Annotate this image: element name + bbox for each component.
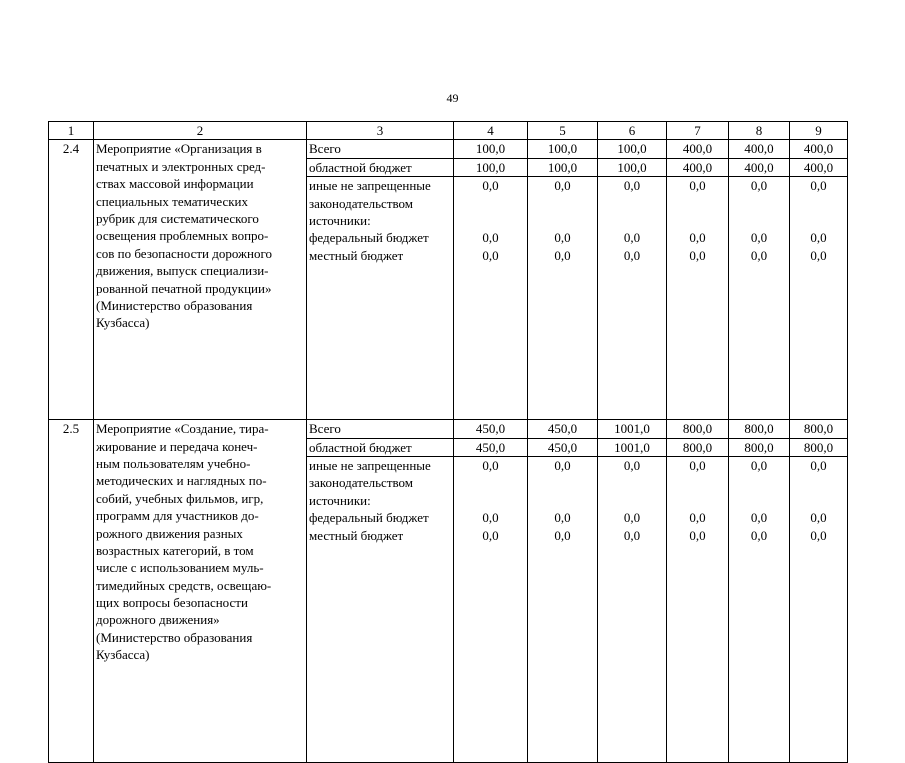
- other-values-cell: [528, 177, 598, 264]
- measure-title-line: Кузбасса): [96, 315, 150, 331]
- source-other-block: [307, 456, 454, 543]
- other-value: 0,0: [810, 457, 827, 473]
- measure-title-line: специальных тематических: [96, 193, 248, 209]
- measure-title-line: движения, выпуск специализи-: [96, 263, 269, 279]
- source-other-line: законодательством: [309, 195, 414, 211]
- measure-title-line: тимедийных средств, освещаю-: [96, 577, 272, 593]
- source-federal-label: федеральный бюджет: [309, 510, 429, 526]
- other-value: 0,0: [750, 178, 768, 194]
- blank-line: [792, 492, 845, 509]
- other-value: 0,0: [482, 457, 499, 473]
- local-value: 0,0: [623, 247, 641, 263]
- federal-value: 0,0: [554, 510, 571, 526]
- other-values-cell: [454, 177, 528, 264]
- measure-title-line: возрастных категорий, в том: [96, 542, 254, 558]
- filler-cell: [454, 544, 528, 763]
- source-other-line: источники:: [309, 492, 371, 508]
- regional-value: 800,0: [667, 438, 729, 456]
- blank-line: [669, 212, 726, 229]
- filler-cell: [454, 264, 528, 420]
- regional-value: 100,0: [454, 158, 528, 176]
- local-value: 0,0: [810, 527, 827, 543]
- budget-table: [48, 121, 848, 763]
- other-values-cell: [729, 177, 790, 264]
- blank-line: [731, 195, 787, 212]
- blank-line: [530, 492, 595, 509]
- blank-line: [456, 195, 525, 212]
- local-value: 0,0: [750, 527, 768, 543]
- local-value: 0,0: [623, 527, 641, 543]
- measure-title-line: освещения проблемных вопро-: [96, 228, 269, 244]
- measure-title-line: программ для участников до-: [96, 508, 259, 524]
- local-value: 0,0: [750, 247, 768, 263]
- measure-title: [94, 420, 307, 763]
- measure-title-line: методических и наглядных по-: [96, 473, 267, 489]
- total-value: 100,0: [528, 140, 598, 158]
- total-value: 400,0: [667, 140, 729, 158]
- other-value: 0,0: [750, 457, 768, 473]
- filler-cell: [598, 544, 667, 763]
- source-other-line: источники:: [309, 213, 371, 228]
- measure-title-line: щих вопросы безопасности: [96, 595, 248, 611]
- filler-cell: [667, 264, 729, 420]
- source-local-label: местный бюджет: [309, 247, 404, 263]
- filler-cell: [598, 264, 667, 420]
- source-federal-label: федеральный бюджет: [309, 230, 429, 246]
- federal-value: 0,0: [750, 230, 768, 246]
- federal-value: 0,0: [623, 230, 641, 246]
- blank-line: [600, 492, 664, 509]
- header-cell: 5: [528, 122, 598, 140]
- header-cell: 2: [94, 122, 307, 140]
- measure-title: [94, 140, 307, 420]
- other-value: 0,0: [482, 178, 499, 194]
- regional-value: 800,0: [729, 438, 790, 456]
- table-row: [49, 420, 848, 438]
- blank-line: [456, 212, 525, 229]
- other-values-cell: [667, 456, 729, 543]
- other-values-cell: [729, 456, 790, 543]
- blank-line: [792, 212, 845, 229]
- blank-line: [731, 474, 787, 491]
- measure-title-line: Мероприятие «Создание, тира-: [96, 421, 269, 437]
- filler-cell: [307, 264, 454, 420]
- blank-line: [731, 492, 787, 509]
- header-cell: 6: [598, 122, 667, 140]
- blank-line: [669, 474, 726, 491]
- local-value: 0,0: [689, 527, 706, 543]
- total-value: 450,0: [454, 420, 528, 438]
- source-regional-label: областной бюджет: [307, 438, 454, 456]
- header-cell: 1: [49, 122, 94, 140]
- measure-title-line: жирование и передача конеч-: [96, 438, 258, 454]
- measure-title-line: рованной печатной продукции»: [96, 280, 272, 296]
- regional-value: 450,0: [454, 438, 528, 456]
- federal-value: 0,0: [554, 230, 571, 246]
- header-cell: 4: [454, 122, 528, 140]
- blank-line: [530, 474, 595, 491]
- other-values-cell: [790, 456, 848, 543]
- total-value: 400,0: [790, 140, 848, 158]
- other-values-cell: [454, 456, 528, 543]
- header-row: [49, 122, 848, 140]
- federal-value: 0,0: [750, 510, 768, 526]
- total-value: 1001,0: [598, 420, 667, 438]
- federal-value: 0,0: [810, 230, 827, 246]
- regional-value: 400,0: [667, 158, 729, 176]
- other-values-cell: [598, 456, 667, 543]
- header-cell: 9: [790, 122, 848, 140]
- filler-cell: [790, 544, 848, 763]
- other-value: 0,0: [623, 457, 641, 473]
- measure-title-line: собий, учебных фильмов, игр,: [96, 490, 264, 506]
- filler-cell: [528, 264, 598, 420]
- blank-line: [600, 212, 664, 229]
- total-value: 100,0: [454, 140, 528, 158]
- filler-cell: [307, 544, 454, 763]
- filler-cell: [729, 264, 790, 420]
- blank-line: [456, 492, 525, 509]
- filler-cell: [790, 264, 848, 420]
- federal-value: 0,0: [689, 510, 706, 526]
- regional-value: 1001,0: [598, 438, 667, 456]
- blank-line: [731, 212, 787, 229]
- page-number: 49: [446, 91, 459, 105]
- measure-title-line: сов по безопасности дорожного: [96, 245, 272, 261]
- measure-title-line: ным пользователям учебно-: [96, 455, 251, 471]
- measure-number: 2.4: [49, 140, 94, 420]
- blank-line: [530, 212, 595, 229]
- measure-title-line: рожного движения разных: [96, 525, 243, 541]
- other-value: 0,0: [554, 178, 571, 194]
- total-value: 400,0: [729, 140, 790, 158]
- federal-value: 0,0: [482, 510, 499, 526]
- blank-line: [669, 492, 726, 509]
- total-value: 450,0: [528, 420, 598, 438]
- regional-value: 450,0: [528, 438, 598, 456]
- federal-value: 0,0: [810, 510, 827, 526]
- measure-title-line: печатных и электронных сред-: [96, 158, 266, 174]
- source-other-line: законодательством: [309, 475, 414, 491]
- regional-value: 800,0: [790, 438, 848, 456]
- other-values-cell: [790, 177, 848, 264]
- regional-value: 400,0: [729, 158, 790, 176]
- table-row: [49, 140, 848, 158]
- measure-title-line: (Министерство образования: [96, 297, 253, 313]
- other-values-cell: [598, 177, 667, 264]
- measure-number: 2.5: [49, 420, 94, 763]
- other-values-cell: [528, 456, 598, 543]
- source-total-label: Всего: [307, 420, 454, 438]
- local-value: 0,0: [810, 247, 827, 263]
- source-other-line: иные не запрещенные: [309, 457, 431, 473]
- measure-title-line: Кузбасса): [96, 647, 150, 663]
- blank-line: [600, 195, 664, 212]
- other-value: 0,0: [623, 178, 641, 194]
- federal-value: 0,0: [623, 510, 641, 526]
- source-local-label: местный бюджет: [309, 527, 404, 543]
- total-value: 800,0: [729, 420, 790, 438]
- blank-line: [530, 195, 595, 212]
- other-value: 0,0: [689, 178, 706, 194]
- local-value: 0,0: [482, 527, 499, 543]
- federal-value: 0,0: [689, 230, 706, 246]
- blank-line: [600, 474, 664, 491]
- measure-title-line: дорожного движения»: [96, 612, 220, 628]
- source-total-label: Всего: [307, 140, 454, 158]
- other-value: 0,0: [554, 457, 571, 473]
- filler-cell: [729, 544, 790, 763]
- regional-value: 100,0: [528, 158, 598, 176]
- local-value: 0,0: [554, 527, 571, 543]
- other-value: 0,0: [810, 178, 827, 194]
- measure-title-line: числе с использованием муль-: [96, 560, 264, 576]
- federal-value: 0,0: [482, 230, 499, 246]
- other-value: 0,0: [689, 457, 706, 473]
- measure-title-line: рубрик для систематического: [96, 210, 259, 226]
- blank-line: [792, 195, 845, 212]
- measure-title-line: ствах массовой информации: [96, 176, 254, 192]
- blank-line: [669, 195, 726, 212]
- header-cell: 8: [729, 122, 790, 140]
- filler-cell: [667, 544, 729, 763]
- total-value: 800,0: [790, 420, 848, 438]
- measure-title-line: (Министерство образования: [96, 629, 253, 645]
- regional-value: 400,0: [790, 158, 848, 176]
- local-value: 0,0: [482, 247, 499, 263]
- regional-value: 100,0: [598, 158, 667, 176]
- source-other-line: иные не запрещенные: [309, 178, 431, 194]
- blank-line: [792, 474, 845, 491]
- source-other-block: [307, 177, 454, 264]
- local-value: 0,0: [689, 247, 706, 263]
- filler-cell: [528, 544, 598, 763]
- local-value: 0,0: [554, 247, 571, 263]
- blank-line: [456, 474, 525, 491]
- total-value: 800,0: [667, 420, 729, 438]
- other-values-cell: [667, 177, 729, 264]
- header-cell: 7: [667, 122, 729, 140]
- measure-title-line: Мероприятие «Организация в: [96, 141, 262, 157]
- total-value: 100,0: [598, 140, 667, 158]
- source-regional-label: областной бюджет: [307, 158, 454, 176]
- header-cell: 3: [307, 122, 454, 140]
